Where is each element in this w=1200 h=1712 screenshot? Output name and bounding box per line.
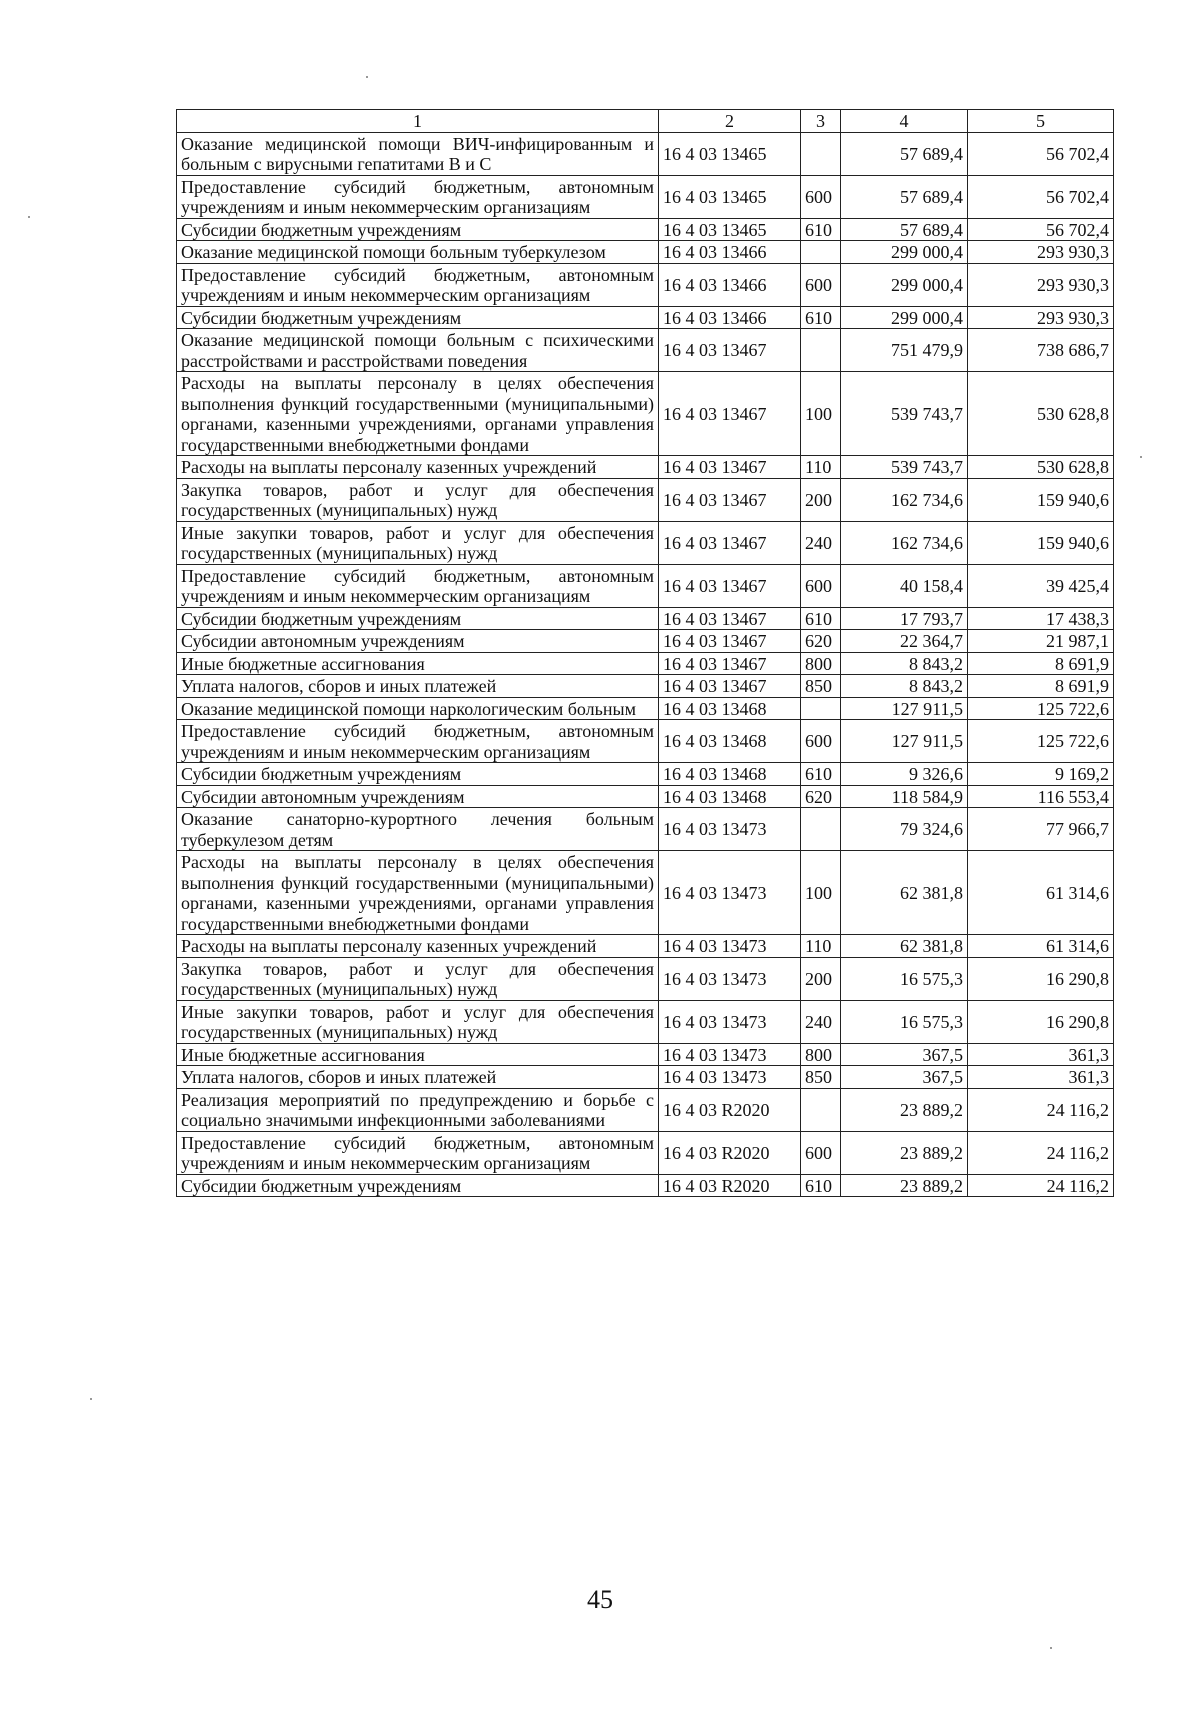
row-type-cell: 800	[801, 1043, 841, 1066]
row-value-col5: 293 930,3	[968, 263, 1114, 306]
budget-table	[176, 109, 1114, 1197]
header-col-3: 3	[801, 110, 841, 133]
row-code-cell: 16 4 03 13473	[659, 935, 801, 958]
row-name-cell: Предоставление субсидий бюджетным, автономным учреждениям и иным некоммерческим организациям	[177, 1131, 659, 1174]
row-type-cell: 620	[801, 630, 841, 653]
row-value-col5: 16 290,8	[968, 957, 1114, 1000]
row-value-col4: 40 158,4	[841, 564, 968, 607]
row-type-cell: 610	[801, 1174, 841, 1197]
table-row	[177, 1043, 1114, 1066]
row-value-col5: 293 930,3	[968, 306, 1114, 329]
row-type-cell: 620	[801, 785, 841, 808]
row-name-cell: Субсидии бюджетным учреждениям	[177, 1174, 659, 1197]
row-name-cell: Уплата налогов, сборов и иных платежей	[177, 675, 659, 698]
row-value-col5: 16 290,8	[968, 1000, 1114, 1043]
scan-speck	[1140, 456, 1142, 458]
row-value-col4: 299 000,4	[841, 241, 968, 264]
row-type-cell: 600	[801, 720, 841, 763]
header-col-5: 5	[968, 110, 1114, 133]
scan-speck	[366, 76, 368, 78]
row-value-col4: 16 575,3	[841, 957, 968, 1000]
row-value-col5: 361,3	[968, 1043, 1114, 1066]
row-type-cell: 200	[801, 478, 841, 521]
row-name-cell: Расходы на выплаты персоналу казенных учреждений	[177, 456, 659, 479]
row-value-col5: 125 722,6	[968, 697, 1114, 720]
row-name-cell: Оказание медицинской помощи наркологическим больным	[177, 697, 659, 720]
row-type-cell: 110	[801, 456, 841, 479]
row-type-cell	[801, 329, 841, 372]
header-row	[177, 110, 1114, 133]
row-code-cell: 16 4 03 13466	[659, 241, 801, 264]
row-value-col4: 127 911,5	[841, 697, 968, 720]
row-type-cell: 600	[801, 1131, 841, 1174]
scan-speck	[1050, 1647, 1052, 1649]
row-name-cell: Оказание медицинской помощи больным туберкулезом	[177, 241, 659, 264]
row-type-cell	[801, 697, 841, 720]
row-value-col4: 127 911,5	[841, 720, 968, 763]
table-row	[177, 675, 1114, 698]
row-value-col5: 24 116,2	[968, 1131, 1114, 1174]
table-row	[177, 564, 1114, 607]
row-value-col5: 56 702,4	[968, 175, 1114, 218]
row-type-cell: 610	[801, 218, 841, 241]
page-number: 45	[587, 1585, 613, 1614]
row-name-cell: Оказание санаторно-курортного лечения больным туберкулезом детям	[177, 808, 659, 851]
row-name-cell: Иные закупки товаров, работ и услуг для обеспечения государственных (муниципальных) нужд	[177, 521, 659, 564]
row-value-col5: 159 940,6	[968, 521, 1114, 564]
row-value-col5: 8 691,9	[968, 675, 1114, 698]
row-type-cell: 100	[801, 372, 841, 456]
table-row	[177, 478, 1114, 521]
row-value-col4: 79 324,6	[841, 808, 968, 851]
row-code-cell: 16 4 03 R2020	[659, 1131, 801, 1174]
row-type-cell: 610	[801, 306, 841, 329]
table-body	[177, 132, 1114, 1197]
table-row	[177, 652, 1114, 675]
scan-speck	[28, 216, 30, 218]
row-name-cell: Расходы на выплаты персоналу в целях обеспечения выполнения функций государственными (муниципальными) органами, казенными учреждениями, органами управления государственными внебюджетными фондами	[177, 372, 659, 456]
table-row	[177, 241, 1114, 264]
row-code-cell: 16 4 03 13467	[659, 521, 801, 564]
row-code-cell: 16 4 03 13467	[659, 478, 801, 521]
table-row	[177, 957, 1114, 1000]
row-code-cell: 16 4 03 13467	[659, 630, 801, 653]
row-code-cell: 16 4 03 13473	[659, 851, 801, 935]
header-col-2: 2	[659, 110, 801, 133]
row-code-cell: 16 4 03 13467	[659, 456, 801, 479]
row-code-cell: 16 4 03 13473	[659, 1066, 801, 1089]
row-code-cell: 16 4 03 13473	[659, 957, 801, 1000]
row-value-col4: 62 381,8	[841, 935, 968, 958]
row-value-col5: 116 553,4	[968, 785, 1114, 808]
row-code-cell: 16 4 03 13468	[659, 763, 801, 786]
table-row	[177, 218, 1114, 241]
row-name-cell: Предоставление субсидий бюджетным, автономным учреждениям и иным некоммерческим организациям	[177, 175, 659, 218]
row-code-cell: 16 4 03 13468	[659, 720, 801, 763]
table-row	[177, 263, 1114, 306]
row-value-col5: 61 314,6	[968, 935, 1114, 958]
table-row	[177, 808, 1114, 851]
row-value-col5: 159 940,6	[968, 478, 1114, 521]
row-name-cell: Субсидии бюджетным учреждениям	[177, 306, 659, 329]
row-value-col4: 299 000,4	[841, 306, 968, 329]
row-value-col5: 77 966,7	[968, 808, 1114, 851]
row-value-col5: 8 691,9	[968, 652, 1114, 675]
row-code-cell: 16 4 03 13465	[659, 218, 801, 241]
row-type-cell	[801, 241, 841, 264]
row-value-col4: 23 889,2	[841, 1131, 968, 1174]
table-row	[177, 372, 1114, 456]
row-type-cell	[801, 1088, 841, 1131]
row-value-col5: 361,3	[968, 1066, 1114, 1089]
table-row	[177, 1174, 1114, 1197]
row-value-col4: 17 793,7	[841, 607, 968, 630]
header-col-4: 4	[841, 110, 968, 133]
row-name-cell: Закупка товаров, работ и услуг для обеспечения государственных (муниципальных) нужд	[177, 957, 659, 1000]
row-code-cell: 16 4 03 R2020	[659, 1174, 801, 1197]
row-type-cell: 100	[801, 851, 841, 935]
row-code-cell: 16 4 03 13468	[659, 785, 801, 808]
row-value-col4: 22 364,7	[841, 630, 968, 653]
row-name-cell: Предоставление субсидий бюджетным, автономным учреждениям и иным некоммерческим организациям	[177, 564, 659, 607]
row-value-col5: 530 628,8	[968, 456, 1114, 479]
row-name-cell: Предоставление субсидий бюджетным, автономным учреждениям и иным некоммерческим организациям	[177, 720, 659, 763]
row-code-cell: 16 4 03 13473	[659, 1000, 801, 1043]
row-code-cell: 16 4 03 13467	[659, 607, 801, 630]
row-name-cell: Субсидии бюджетным учреждениям	[177, 763, 659, 786]
row-type-cell: 610	[801, 763, 841, 786]
row-name-cell: Расходы на выплаты персоналу казенных учреждений	[177, 935, 659, 958]
row-code-cell: 16 4 03 13467	[659, 652, 801, 675]
row-type-cell: 600	[801, 564, 841, 607]
row-type-cell: 850	[801, 1066, 841, 1089]
row-code-cell: 16 4 03 13467	[659, 564, 801, 607]
row-name-cell: Иные закупки товаров, работ и услуг для обеспечения государственных (муниципальных) нужд	[177, 1000, 659, 1043]
table-row	[177, 720, 1114, 763]
row-value-col5: 738 686,7	[968, 329, 1114, 372]
table-row	[177, 306, 1114, 329]
table-row	[177, 175, 1114, 218]
row-code-cell: 16 4 03 13466	[659, 263, 801, 306]
row-value-col4: 162 734,6	[841, 478, 968, 521]
row-code-cell: 16 4 03 13467	[659, 372, 801, 456]
row-value-col4: 539 743,7	[841, 372, 968, 456]
table-row	[177, 607, 1114, 630]
table-row	[177, 1088, 1114, 1131]
scan-speck	[90, 1398, 92, 1400]
row-value-col4: 162 734,6	[841, 521, 968, 564]
table-row	[177, 521, 1114, 564]
row-value-col4: 299 000,4	[841, 263, 968, 306]
row-value-col4: 367,5	[841, 1043, 968, 1066]
row-value-col4: 23 889,2	[841, 1174, 968, 1197]
table-row	[177, 851, 1114, 935]
row-value-col5: 9 169,2	[968, 763, 1114, 786]
row-code-cell: 16 4 03 R2020	[659, 1088, 801, 1131]
row-value-col5: 61 314,6	[968, 851, 1114, 935]
row-code-cell: 16 4 03 13473	[659, 1043, 801, 1066]
row-value-col4: 23 889,2	[841, 1088, 968, 1131]
row-name-cell: Реализация мероприятий по предупреждению и борьбе с социально значимыми инфекционными заболеваниями	[177, 1088, 659, 1131]
row-value-col5: 530 628,8	[968, 372, 1114, 456]
row-value-col4: 751 479,9	[841, 329, 968, 372]
row-value-col4: 367,5	[841, 1066, 968, 1089]
row-value-col5: 21 987,1	[968, 630, 1114, 653]
row-name-cell: Субсидии бюджетным учреждениям	[177, 607, 659, 630]
row-code-cell: 16 4 03 13466	[659, 306, 801, 329]
row-type-cell: 240	[801, 521, 841, 564]
table-row	[177, 763, 1114, 786]
row-name-cell: Предоставление субсидий бюджетным, автономным учреждениям и иным некоммерческим организациям	[177, 263, 659, 306]
row-value-col5: 56 702,4	[968, 132, 1114, 175]
row-type-cell: 600	[801, 175, 841, 218]
row-type-cell	[801, 132, 841, 175]
row-value-col4: 118 584,9	[841, 785, 968, 808]
row-code-cell: 16 4 03 13467	[659, 675, 801, 698]
row-value-col5: 24 116,2	[968, 1088, 1114, 1131]
row-value-col5: 56 702,4	[968, 218, 1114, 241]
row-code-cell: 16 4 03 13465	[659, 132, 801, 175]
row-name-cell: Оказание медицинской помощи больным с психическими расстройствами и расстройствами поведения	[177, 329, 659, 372]
table-row	[177, 1066, 1114, 1089]
row-code-cell: 16 4 03 13473	[659, 808, 801, 851]
row-type-cell: 610	[801, 607, 841, 630]
row-value-col4: 8 843,2	[841, 652, 968, 675]
table-row	[177, 456, 1114, 479]
row-value-col5: 24 116,2	[968, 1174, 1114, 1197]
row-value-col4: 57 689,4	[841, 175, 968, 218]
row-value-col4: 9 326,6	[841, 763, 968, 786]
header-col-1: 1	[177, 110, 659, 133]
table-row	[177, 630, 1114, 653]
row-value-col4: 62 381,8	[841, 851, 968, 935]
row-value-col5: 39 425,4	[968, 564, 1114, 607]
row-name-cell: Иные бюджетные ассигнования	[177, 652, 659, 675]
row-name-cell: Закупка товаров, работ и услуг для обеспечения государственных (муниципальных) нужд	[177, 478, 659, 521]
table-row	[177, 1131, 1114, 1174]
row-code-cell: 16 4 03 13467	[659, 329, 801, 372]
row-type-cell: 200	[801, 957, 841, 1000]
row-value-col4: 8 843,2	[841, 675, 968, 698]
row-value-col4: 539 743,7	[841, 456, 968, 479]
row-name-cell: Оказание медицинской помощи ВИЧ-инфицированным и больным с вирусными гепатитами В и С	[177, 132, 659, 175]
row-value-col4: 57 689,4	[841, 218, 968, 241]
row-type-cell: 850	[801, 675, 841, 698]
row-value-col4: 57 689,4	[841, 132, 968, 175]
row-code-cell: 16 4 03 13468	[659, 697, 801, 720]
row-name-cell: Субсидии автономным учреждениям	[177, 630, 659, 653]
row-type-cell: 800	[801, 652, 841, 675]
table-row	[177, 935, 1114, 958]
row-type-cell: 110	[801, 935, 841, 958]
row-code-cell: 16 4 03 13465	[659, 175, 801, 218]
row-type-cell: 600	[801, 263, 841, 306]
row-value-col5: 125 722,6	[968, 720, 1114, 763]
row-value-col4: 16 575,3	[841, 1000, 968, 1043]
table-row	[177, 1000, 1114, 1043]
row-name-cell: Субсидии бюджетным учреждениям	[177, 218, 659, 241]
row-type-cell	[801, 808, 841, 851]
table-row	[177, 785, 1114, 808]
row-value-col5: 293 930,3	[968, 241, 1114, 264]
row-name-cell: Расходы на выплаты персоналу в целях обеспечения выполнения функций государственными (муниципальными) органами, казенными учреждениями, органами управления государственными внебюджетными фондами	[177, 851, 659, 935]
table-row	[177, 329, 1114, 372]
table-row	[177, 697, 1114, 720]
table-row	[177, 132, 1114, 175]
row-type-cell: 240	[801, 1000, 841, 1043]
row-name-cell: Иные бюджетные ассигнования	[177, 1043, 659, 1066]
row-name-cell: Субсидии автономным учреждениям	[177, 785, 659, 808]
row-name-cell: Уплата налогов, сборов и иных платежей	[177, 1066, 659, 1089]
row-value-col5: 17 438,3	[968, 607, 1114, 630]
